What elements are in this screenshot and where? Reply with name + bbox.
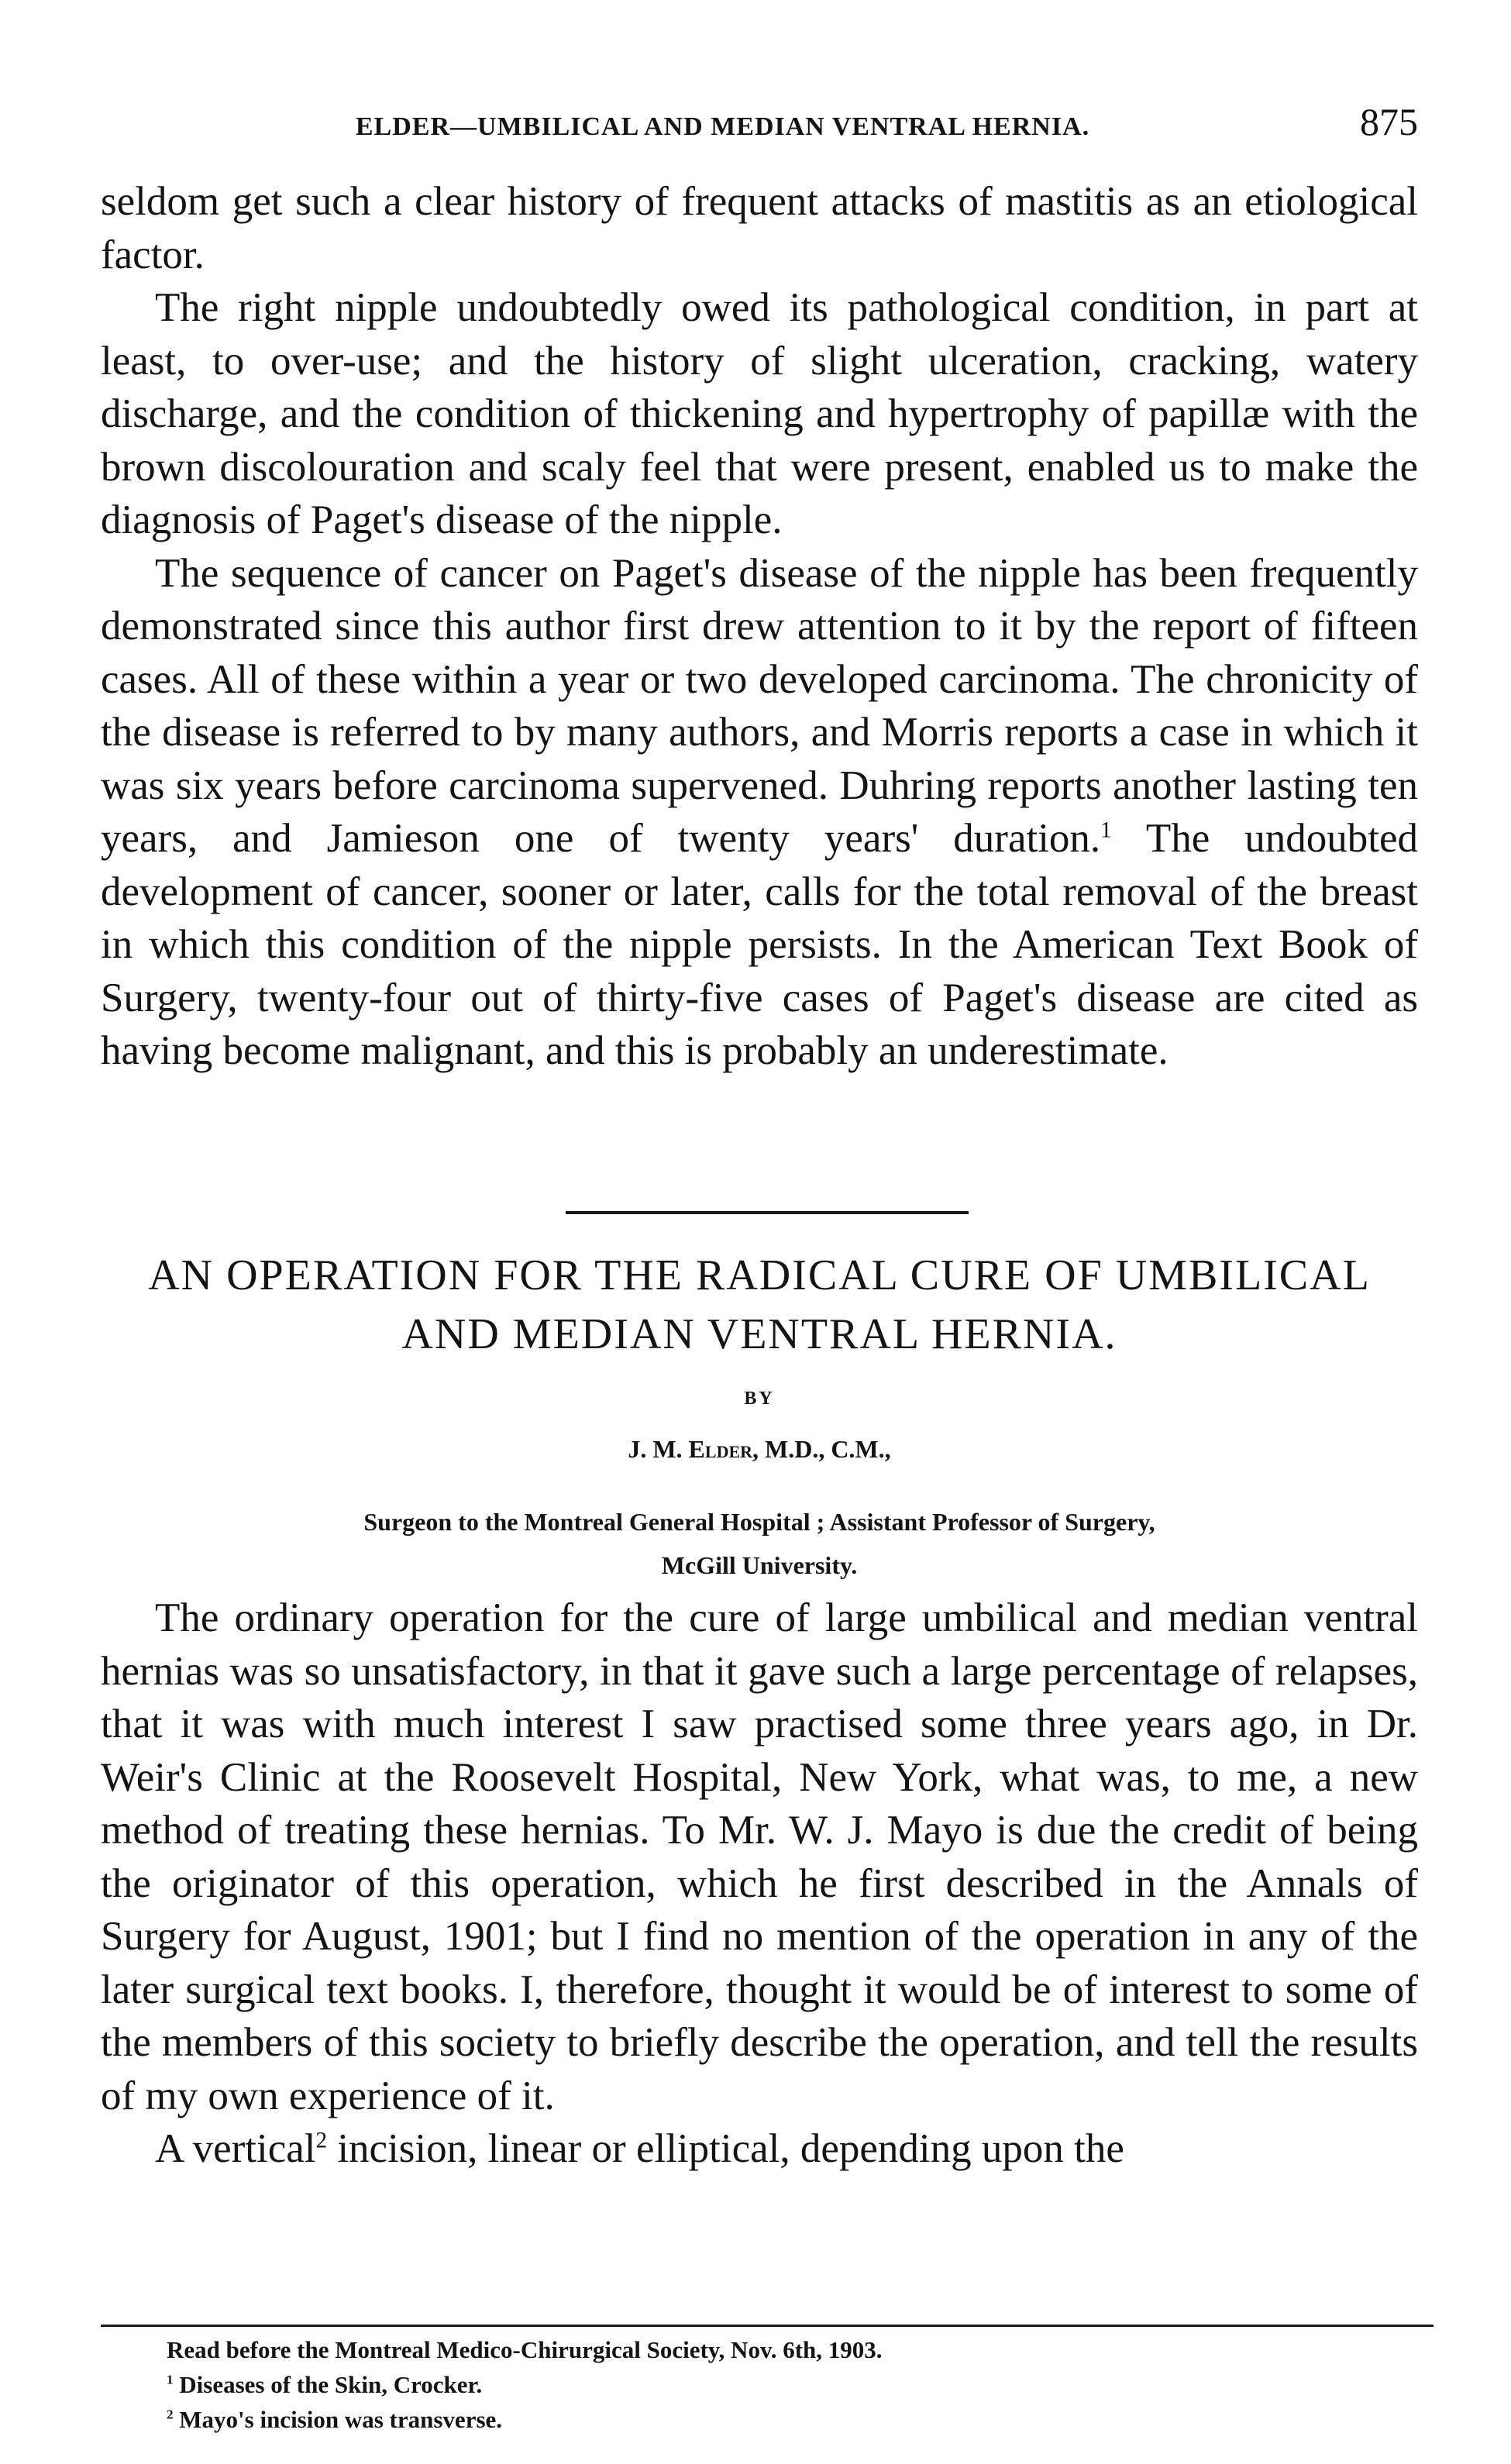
running-title: ELDER—UMBILICAL AND MEDIAN VENTRAL HERNIA. bbox=[355, 112, 1090, 141]
paragraph-incision bbox=[101, 2122, 1418, 2176]
footnote-mark: 2 bbox=[167, 2407, 174, 2422]
footnote-reference: 2 bbox=[315, 2128, 328, 2153]
paragraph-text: incision, linear or elliptical, depending upon the bbox=[327, 2126, 1124, 2171]
paragraph-text: A vertical bbox=[155, 2126, 316, 2171]
footnote-divider bbox=[101, 2325, 1434, 2327]
footnote-2 bbox=[167, 2402, 1406, 2437]
article-body bbox=[101, 1592, 1418, 2176]
byline: BY bbox=[744, 1389, 775, 1409]
paragraph-cancer-sequence bbox=[101, 547, 1418, 1078]
affiliation-line: Surgeon to the Montreal General Hospital ; Assistant Professor of Surgery, bbox=[363, 1508, 1155, 1536]
article-title-line: AND MEDIAN VENTRAL HERNIA. bbox=[401, 1310, 1117, 1358]
paragraph-introduction: The ordinary operation for the cure of large umbilical and median ventral hernias was so unsatisfactory, in that it gave such a large percentage of relapses, that it was with much interest I saw practised some three years ago, in Dr. Weir's Clinic at the Roosevelt Hospital, New York, what was, to me, a new method of treating these hernias. To Mr. W. J. Mayo is due the credit of being the originator of this operation, which he first described in the Annals of Surgery for August, 1901; but I find no mention of the operation in any of the later surgical text books. I, therefore, thought it would be of interest to some of the members of this society to briefly describe the operation, and tell the results of my own experience of it. bbox=[101, 1595, 1418, 2118]
author-name bbox=[101, 1435, 1418, 1464]
article-title bbox=[101, 1246, 1418, 1364]
article-title-line: AN OPERATION FOR THE RADICAL CURE OF UMBILICAL bbox=[148, 1251, 1371, 1299]
footnote-text: Mayo's incision was transverse. bbox=[179, 2406, 503, 2433]
author-affiliation bbox=[116, 1500, 1403, 1587]
footnote-text: Diseases of the Skin, Crocker. bbox=[179, 2371, 483, 2398]
previous-article-text bbox=[101, 175, 1418, 1078]
paragraph-continuation: seldom get such a clear history of frequent attacks of mastitis as an etiological factor. bbox=[101, 179, 1418, 277]
footnote-1 bbox=[167, 2367, 1406, 2402]
affiliation-line: McGill University. bbox=[661, 1551, 858, 1579]
page-number: 875 bbox=[1360, 100, 1418, 143]
footnote-mark: 1 bbox=[167, 2372, 174, 2387]
footnotes bbox=[167, 2332, 1406, 2437]
footnote-text: Read before the Montreal Medico-Chirurgical Society, Nov. 6th, 1903. bbox=[167, 2336, 883, 2363]
footnote-reference: 1 bbox=[1100, 817, 1112, 843]
running-head bbox=[101, 99, 1418, 144]
paragraph-text: The undoubted development of cancer, sooner or later, calls for the total removal of the breast in which this condition of the nipple persists. In the American Text Book of Surgery, twenty-four out of thirty-five cases of Paget's disease are cited as having become malignant, and this is probably an underestimate. bbox=[101, 816, 1418, 1073]
section-divider bbox=[566, 1211, 969, 1214]
paragraph-paget-diagnosis: The right nipple undoubtedly owed its pathological condition, in part at least, to over-use; and the history of slight ulceration, cracking, watery discharge, and the condition of thickening and hypertrophy of papillæ with the brown discolouration and scaly feel that were present, enabled us to make the diagnosis of Paget's disease of the nipple. bbox=[101, 285, 1418, 542]
author-text: J. M. Elder, M.D., C.M., bbox=[628, 1435, 891, 1463]
paragraph-text: The sequence of cancer on Paget's disease of the nipple has been frequently demonstrated since this author first drew attention to it by the report of fifteen cases. All of these within a year or two developed carcinoma. The chronicity of the disease is referred to by many authors, and Morris reports a case in which it was six years before carcinoma supervened. Duhring reports another lasting ten years, and Jamieson one of twenty years' duration. bbox=[101, 550, 1418, 861]
footnote-read-before bbox=[167, 2332, 1406, 2367]
